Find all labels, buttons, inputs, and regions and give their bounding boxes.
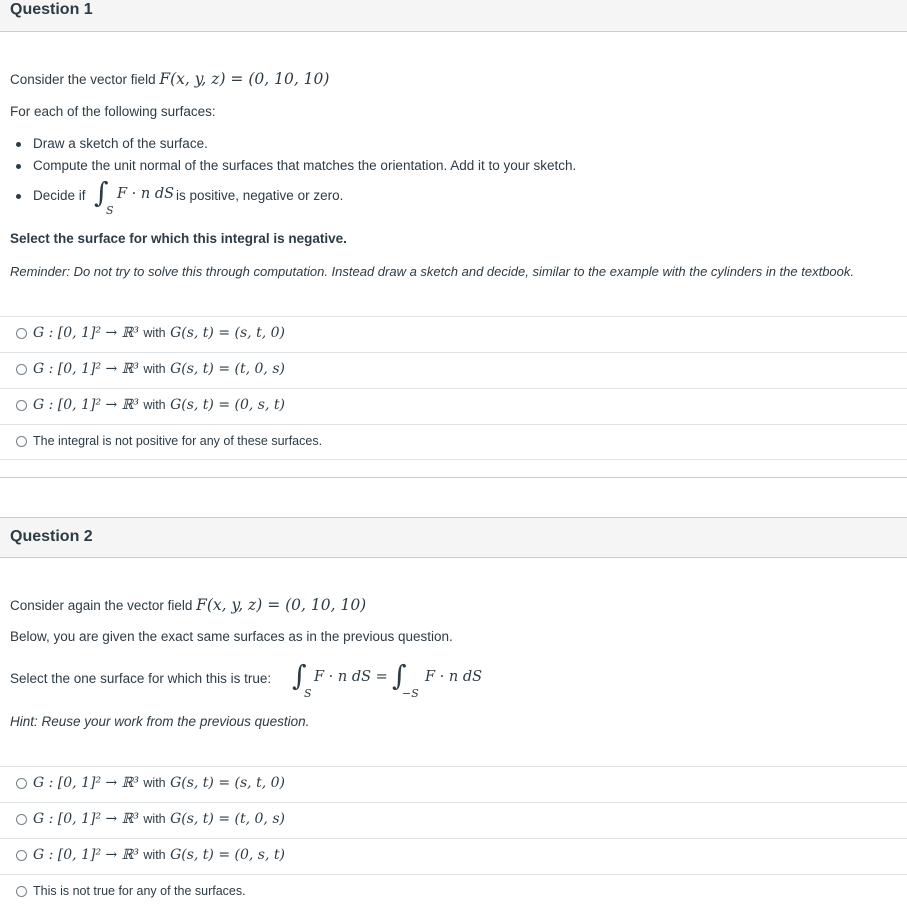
q1-bullet-3 — [33, 188, 86, 203]
q1-integrand: F · n dS — [117, 186, 175, 202]
q2-answer-2[interactable] — [0, 802, 907, 838]
answer-with: with — [143, 848, 166, 862]
answer-def: G(s, t) = (t, 0, s) — [170, 361, 285, 377]
integral-subscript: −S — [402, 687, 419, 700]
radio-button[interactable] — [16, 436, 27, 447]
answer-label — [33, 325, 285, 341]
integral-symbol: ∫ — [94, 176, 109, 209]
q2-field-expr: F(x, y, z) = (0, 10, 10) — [196, 596, 367, 614]
question-1-bottom-border — [0, 477, 907, 478]
bullet-dot — [16, 194, 21, 199]
q1-bullet-3-lead: Decide if — [33, 188, 86, 203]
answer-map: G : [0, 1]² → ℝ³ — [33, 847, 139, 863]
answer-label — [33, 775, 285, 791]
answer-with: with — [143, 326, 166, 340]
question-1-title: Question 1 — [10, 1, 93, 18]
radio-button[interactable] — [16, 850, 27, 861]
radio-button[interactable] — [16, 400, 27, 411]
radio-button[interactable] — [16, 814, 27, 825]
radio-button[interactable] — [16, 886, 27, 897]
answer-with: with — [143, 776, 166, 790]
q1-for-each: For each of the following surfaces: — [10, 104, 216, 119]
q1-bullet-3-tail: is positive, negative or zero. — [176, 188, 344, 203]
radio-button[interactable] — [16, 364, 27, 375]
q2-select-text: Select the one surface for which this is true: — [10, 671, 272, 686]
integral-subscript: S — [106, 204, 114, 217]
integral-symbol: ∫ — [292, 659, 307, 692]
q1-answer-3[interactable] — [0, 388, 907, 424]
answer-text: The integral is not positive for any of these surfaces. — [33, 434, 323, 448]
answer-label — [33, 847, 285, 863]
q1-reminder: Reminder: Do not try to solve this through computation. Instead draw a sketch and decide, similar to the example with the cylinders in the textbook. — [10, 264, 854, 279]
answer-label — [33, 361, 285, 377]
answer-label — [33, 811, 285, 827]
q2-answer-1[interactable] — [0, 766, 907, 802]
answer-def: G(s, t) = (0, s, t) — [170, 397, 285, 413]
q2-hint: Hint: Reuse your work from the previous question. — [10, 714, 310, 729]
answer-text: This is not true for any of the surfaces. — [33, 884, 246, 898]
answer-map: G : [0, 1]² → ℝ³ — [33, 811, 139, 827]
q1-bullet-1: Draw a sketch of the surface. — [33, 136, 208, 151]
q2-lhs-integrand: F · n dS = — [314, 669, 388, 685]
q1-prompt: Select the surface for which this integral is negative. — [10, 231, 347, 246]
integral-subscript: S — [304, 687, 312, 700]
answer-def: G(s, t) = (s, t, 0) — [170, 325, 285, 341]
answer-def: G(s, t) = (s, t, 0) — [170, 775, 285, 791]
answer-with: with — [143, 812, 166, 826]
answer-map: G : [0, 1]² → ℝ³ — [33, 325, 139, 341]
answer-def: G(s, t) = (0, s, t) — [170, 847, 285, 863]
q1-intro-text: Consider the vector field — [10, 72, 160, 87]
question-1-header — [0, 0, 907, 32]
question-2-header — [0, 517, 907, 558]
answer-map: G : [0, 1]² → ℝ³ — [33, 775, 139, 791]
q1-bullet-2: Compute the unit normal of the surfaces that matches the orientation. Add it to your sketch. — [33, 158, 577, 173]
radio-button[interactable] — [16, 328, 27, 339]
q2-answer-4[interactable] — [0, 874, 907, 910]
q1-intro — [10, 70, 329, 88]
radio-button[interactable] — [16, 778, 27, 789]
answer-with: with — [143, 398, 166, 412]
answer-def: G(s, t) = (t, 0, s) — [170, 811, 285, 827]
integral-symbol: ∫ — [392, 659, 407, 692]
answer-with: with — [143, 362, 166, 376]
bullet-dot — [16, 142, 21, 147]
answer-map: G : [0, 1]² → ℝ³ — [33, 361, 139, 377]
bullet-dot — [16, 164, 21, 169]
q2-given: Below, you are given the exact same surfaces as in the previous question. — [10, 629, 453, 644]
q1-answer-2[interactable] — [0, 352, 907, 388]
q2-intro — [10, 596, 366, 614]
q1-answer-1[interactable] — [0, 316, 907, 352]
q1-answer-4[interactable] — [0, 424, 907, 460]
q2-intro-text: Consider again the vector field — [10, 598, 197, 613]
answer-label — [33, 397, 285, 413]
q1-field-expr: F(x, y, z) = (0, 10, 10) — [159, 70, 330, 88]
q2-rhs-integrand: F · n dS — [425, 669, 483, 685]
q2-answer-3[interactable] — [0, 838, 907, 874]
question-2-title: Question 2 — [10, 528, 93, 545]
answer-map: G : [0, 1]² → ℝ³ — [33, 397, 139, 413]
